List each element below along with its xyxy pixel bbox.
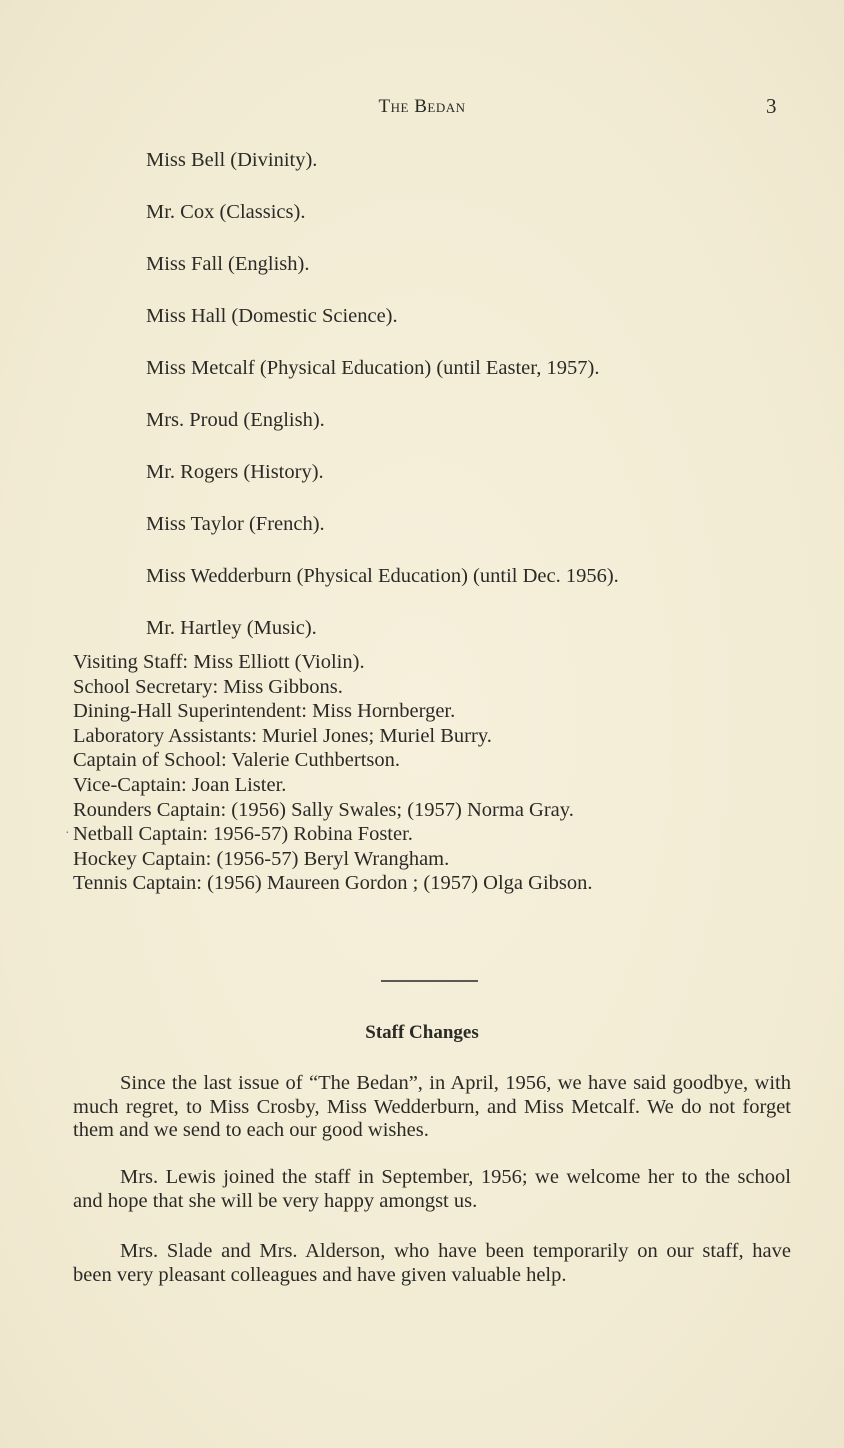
staff-list-item: Miss Hall (Domestic Science). [146,305,398,327]
staff-list-item: Miss Fall (English). [146,253,310,275]
staff-list-item: Mrs. Proud (English). [146,409,325,431]
staff-list-item: Miss Taylor (French). [146,513,325,535]
role-text: Netball Captain: 1956-57) Robina Foster. [73,823,413,846]
section-title: Staff Changes [365,1022,479,1043]
staff-list-item: Miss Metcalf (Physical Education) (until Easter, 1957). [146,357,600,379]
role-line: Laboratory Assistants: Muriel Jones; Muriel Burry. [73,724,492,747]
section-divider [381,980,478,982]
staff-list [146,146,619,666]
paragraph: Mrs. Slade and Mrs. Alderson, who have been temporarily on our staff, have been very pleasant colleagues and have given valuable help. [73,1240,791,1286]
staff-list-item: Mr. Hartley (Music). [146,617,317,639]
stray-mark-icon: · [65,826,70,842]
role-line: Visiting Staff: Miss Elliott (Violin). [73,651,365,673]
staff-list-item: Miss Bell (Divinity). [146,149,318,171]
role-line: Captain of School: Valerie Cuthbertson. [73,749,400,772]
role-line: Hockey Captain: (1956-57) Beryl Wrangham. [73,847,450,870]
role-line: Rounders Captain: (1956) Sally Swales; (1957) Norma Gray. [73,798,574,821]
role-line: Vice-Captain: Joan Lister. [73,773,287,796]
roles-list [65,650,593,896]
page-number: 3 [766,94,777,118]
role-line [65,822,593,847]
staff-list-item: Miss Wedderburn (Physical Education) (until Dec. 1956). [146,565,619,587]
paragraph: Since the last issue of “The Bedan”, in April, 1956, we have said goodbye, with much regret, to Miss Crosby, Miss Wedderburn, and Miss Metcalf. We do not forget them and we send to each our good wishes. [73,1072,791,1141]
role-line: Tennis Captain: (1956) Maureen Gordon ; (1957) Olga Gibson. [73,872,593,895]
role-line: Dining-Hall Superintendent: Miss Hornberger. [73,700,456,723]
paragraph: Mrs. Lewis joined the staff in September, 1956; we welcome her to the school and hope that she will be very happy amongst us. [73,1166,791,1212]
role-line: School Secretary: Miss Gibbons. [73,675,343,698]
staff-list-item: Mr. Rogers (History). [146,461,324,483]
running-title: The Bedan [378,96,466,117]
staff-list-item: Mr. Cox (Classics). [146,201,306,223]
